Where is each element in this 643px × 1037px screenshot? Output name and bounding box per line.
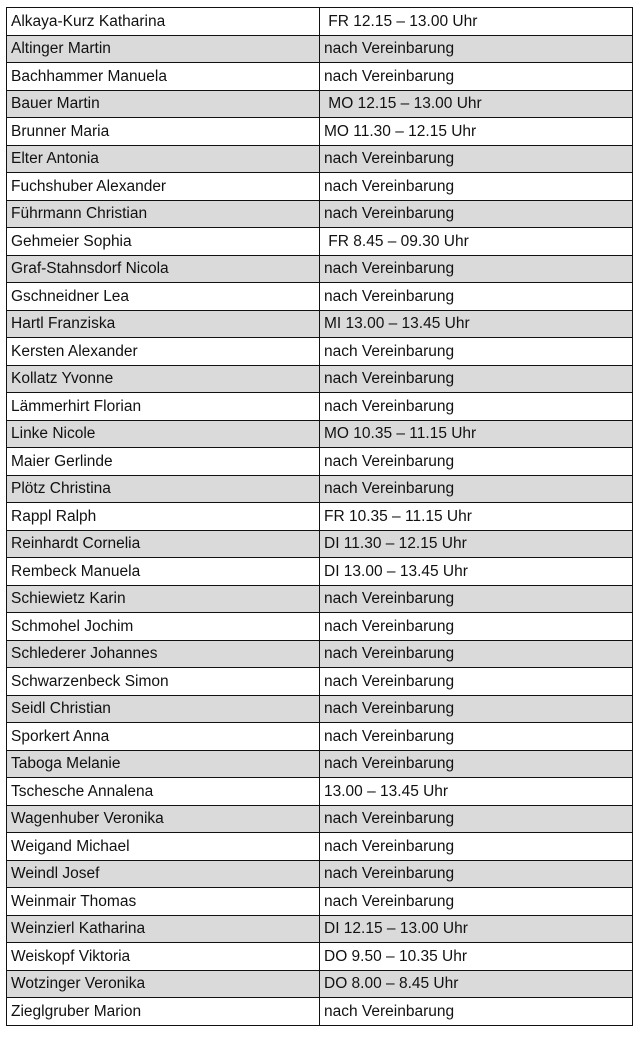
consultation-time-cell: DI 11.30 – 12.15 Uhr: [320, 530, 633, 558]
consultation-time-cell: DI 12.15 – 13.00 Uhr: [320, 915, 633, 943]
teacher-name-cell: Lämmerhirt Florian: [7, 393, 320, 421]
table-row: [7, 200, 633, 228]
table-row: [7, 90, 633, 118]
table-row: [7, 695, 633, 723]
consultation-time-cell: nach Vereinbarung: [320, 640, 633, 668]
table-row: [7, 750, 633, 778]
teacher-name-cell: Gschneidner Lea: [7, 283, 320, 311]
teacher-name-cell: Brunner Maria: [7, 118, 320, 146]
table-row: [7, 173, 633, 201]
table-row: [7, 888, 633, 916]
table-row: [7, 640, 633, 668]
teacher-name-cell: Plötz Christina: [7, 475, 320, 503]
teacher-name-cell: Weigand Michael: [7, 833, 320, 861]
teacher-name-cell: Seidl Christian: [7, 695, 320, 723]
consultation-time-cell: DI 13.00 – 13.45 Uhr: [320, 558, 633, 586]
table-row: [7, 365, 633, 393]
teacher-name-cell: Taboga Melanie: [7, 750, 320, 778]
consultation-time-cell: nach Vereinbarung: [320, 695, 633, 723]
consultation-time-cell: FR 8.45 – 09.30 Uhr: [320, 228, 633, 256]
consultation-time-cell: nach Vereinbarung: [320, 338, 633, 366]
teacher-name-cell: Alkaya-Kurz Katharina: [7, 8, 320, 36]
teacher-name-cell: Elter Antonia: [7, 145, 320, 173]
teacher-name-cell: Tschesche Annalena: [7, 778, 320, 806]
table-row: [7, 8, 633, 36]
consultation-time-cell: nach Vereinbarung: [320, 750, 633, 778]
teacher-name-cell: Sporkert Anna: [7, 723, 320, 751]
table-row: [7, 970, 633, 998]
consultation-time-cell: nach Vereinbarung: [320, 283, 633, 311]
table-row: [7, 668, 633, 696]
consultation-time-cell: nach Vereinbarung: [320, 145, 633, 173]
table-row: [7, 998, 633, 1026]
consultation-time-cell: 13.00 – 13.45 Uhr: [320, 778, 633, 806]
consultation-time-cell: DO 9.50 – 10.35 Uhr: [320, 943, 633, 971]
consultation-time-cell: nach Vereinbarung: [320, 173, 633, 201]
teacher-name-cell: Gehmeier Sophia: [7, 228, 320, 256]
table-row: [7, 833, 633, 861]
teacher-name-cell: Bauer Martin: [7, 90, 320, 118]
consultation-time-cell: nach Vereinbarung: [320, 475, 633, 503]
teacher-name-cell: Schiewietz Karin: [7, 585, 320, 613]
consultation-time-cell: DO 8.00 – 8.45 Uhr: [320, 970, 633, 998]
consultation-time-cell: nach Vereinbarung: [320, 448, 633, 476]
consultation-time-cell: MO 11.30 – 12.15 Uhr: [320, 118, 633, 146]
consultation-time-cell: nach Vereinbarung: [320, 393, 633, 421]
consultation-time-cell: MO 10.35 – 11.15 Uhr: [320, 420, 633, 448]
table-row: [7, 310, 633, 338]
consultation-time-cell: nach Vereinbarung: [320, 365, 633, 393]
table-row: [7, 338, 633, 366]
table-row: [7, 778, 633, 806]
consultation-time-cell: nach Vereinbarung: [320, 805, 633, 833]
table-row: [7, 35, 633, 63]
teacher-name-cell: Weinmair Thomas: [7, 888, 320, 916]
consultation-table-container: [6, 7, 633, 1026]
teacher-name-cell: Weiskopf Viktoria: [7, 943, 320, 971]
consultation-time-cell: nach Vereinbarung: [320, 668, 633, 696]
table-row: [7, 805, 633, 833]
table-row: [7, 585, 633, 613]
teacher-name-cell: Kollatz Yvonne: [7, 365, 320, 393]
teacher-name-cell: Zieglgruber Marion: [7, 998, 320, 1026]
teacher-name-cell: Maier Gerlinde: [7, 448, 320, 476]
consultation-time-cell: nach Vereinbarung: [320, 860, 633, 888]
table-row: [7, 228, 633, 256]
consultation-time-cell: nach Vereinbarung: [320, 585, 633, 613]
consultation-time-cell: nach Vereinbarung: [320, 888, 633, 916]
teacher-name-cell: Altinger Martin: [7, 35, 320, 63]
teacher-name-cell: Schmohel Jochim: [7, 613, 320, 641]
teacher-name-cell: Linke Nicole: [7, 420, 320, 448]
teacher-name-cell: Schlederer Johannes: [7, 640, 320, 668]
table-body: [7, 8, 633, 1026]
consultation-time-cell: FR 12.15 – 13.00 Uhr: [320, 8, 633, 36]
teacher-name-cell: Graf-Stahnsdorf Nicola: [7, 255, 320, 283]
consultation-time-cell: nach Vereinbarung: [320, 998, 633, 1026]
consultation-time-cell: FR 10.35 – 11.15 Uhr: [320, 503, 633, 531]
table-row: [7, 420, 633, 448]
consultation-time-cell: MO 12.15 – 13.00 Uhr: [320, 90, 633, 118]
teacher-name-cell: Fuchshuber Alexander: [7, 173, 320, 201]
teacher-name-cell: Rappl Ralph: [7, 503, 320, 531]
consultation-time-cell: nach Vereinbarung: [320, 63, 633, 91]
teacher-name-cell: Reinhardt Cornelia: [7, 530, 320, 558]
table-row: [7, 393, 633, 421]
table-row: [7, 943, 633, 971]
table-row: [7, 723, 633, 751]
teacher-name-cell: Weinzierl Katharina: [7, 915, 320, 943]
consultation-hours-table: [6, 7, 633, 1026]
teacher-name-cell: Weindl Josef: [7, 860, 320, 888]
teacher-name-cell: Schwarzenbeck Simon: [7, 668, 320, 696]
table-row: [7, 448, 633, 476]
table-row: [7, 613, 633, 641]
consultation-time-cell: nach Vereinbarung: [320, 613, 633, 641]
table-row: [7, 255, 633, 283]
table-row: [7, 915, 633, 943]
table-row: [7, 860, 633, 888]
table-row: [7, 63, 633, 91]
table-row: [7, 503, 633, 531]
consultation-time-cell: nach Vereinbarung: [320, 200, 633, 228]
table-row: [7, 283, 633, 311]
teacher-name-cell: Wagenhuber Veronika: [7, 805, 320, 833]
consultation-time-cell: nach Vereinbarung: [320, 35, 633, 63]
table-row: [7, 145, 633, 173]
table-row: [7, 118, 633, 146]
consultation-time-cell: nach Vereinbarung: [320, 255, 633, 283]
teacher-name-cell: Führmann Christian: [7, 200, 320, 228]
consultation-time-cell: MI 13.00 – 13.45 Uhr: [320, 310, 633, 338]
consultation-time-cell: nach Vereinbarung: [320, 833, 633, 861]
consultation-time-cell: nach Vereinbarung: [320, 723, 633, 751]
table-row: [7, 475, 633, 503]
table-row: [7, 530, 633, 558]
teacher-name-cell: Bachhammer Manuela: [7, 63, 320, 91]
teacher-name-cell: Rembeck Manuela: [7, 558, 320, 586]
table-row: [7, 558, 633, 586]
teacher-name-cell: Hartl Franziska: [7, 310, 320, 338]
teacher-name-cell: Kersten Alexander: [7, 338, 320, 366]
teacher-name-cell: Wotzinger Veronika: [7, 970, 320, 998]
